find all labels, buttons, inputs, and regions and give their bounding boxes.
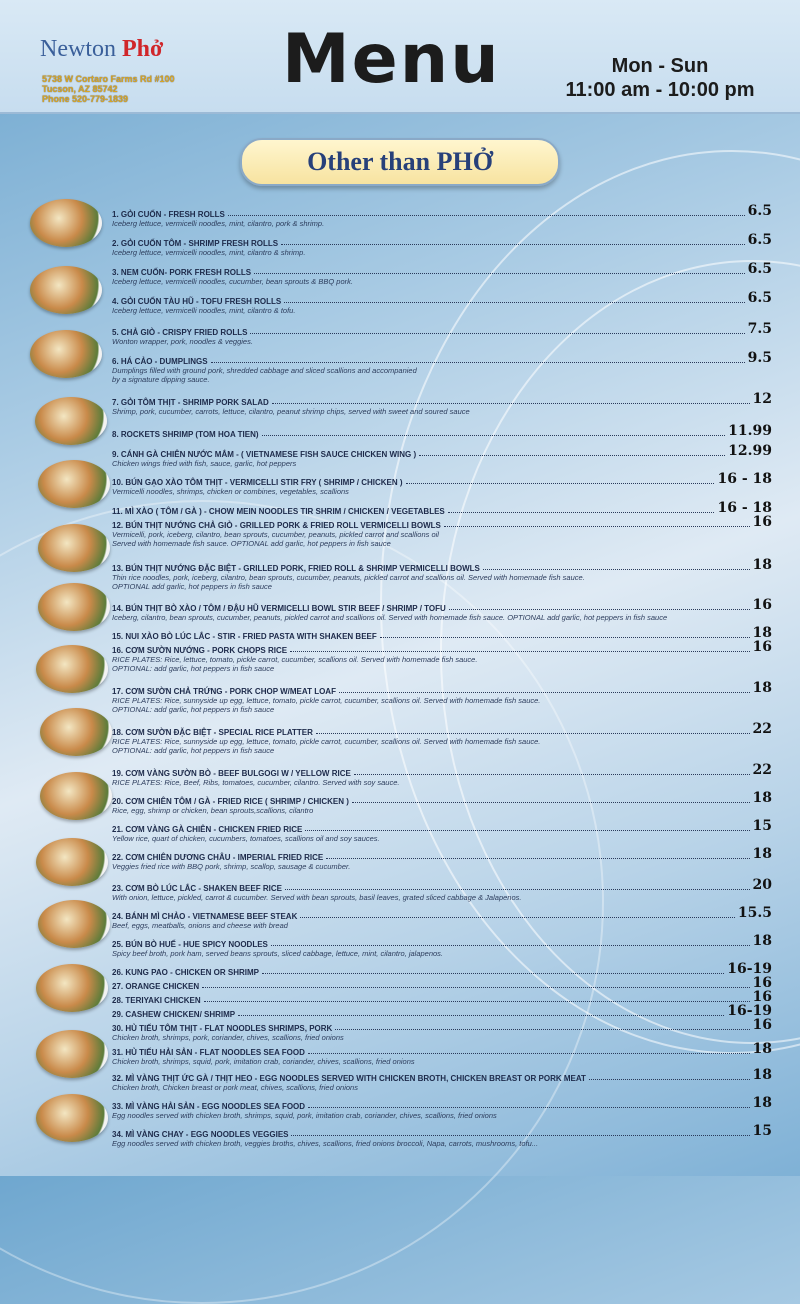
menu-item bbox=[112, 391, 772, 416]
item-price: 11.99 bbox=[728, 423, 772, 439]
item-description: Rice, egg, shrimp or chicken, bean sprouts,scallions, cilantro bbox=[112, 806, 314, 815]
food-photo bbox=[36, 838, 108, 886]
menu-item bbox=[112, 514, 772, 548]
item-price: 9.5 bbox=[747, 350, 772, 366]
item-name: 23. CƠM BÒ LÚC LẮC - SHAKEN BEEF RICE bbox=[112, 884, 282, 893]
item-description: OPTIONAL: add garlic, hot peppers in fish sauce bbox=[112, 664, 275, 673]
item-name: 20. CƠM CHIÊN TÔM / GÀ - FRIED RICE ( SHRIMP / CHICKEN ) bbox=[112, 797, 349, 806]
menu-item bbox=[112, 680, 772, 714]
item-description: OPTIONAL add garlic, hot peppers in fish sauce bbox=[112, 582, 272, 591]
item-price: 22 bbox=[752, 762, 772, 778]
item-price: 12.99 bbox=[728, 443, 772, 459]
item-name: 33. MÌ VÀNG HẢI SẢN - EGG NOODLES SEA FOOD bbox=[112, 1102, 306, 1111]
item-description: RICE PLATES: Rice, Beef, Ribs, tomatoes, cucumber, cilantro. Served with soy sauce. bbox=[112, 778, 400, 787]
item-name: 17. CƠM SƯỜN CHẢ TRỨNG - PORK CHOP W/MEAT LOAF bbox=[112, 687, 336, 696]
item-name: 34. MÌ VÀNG CHAY - EGG NOODLES VEGGIES bbox=[112, 1130, 289, 1139]
item-description: RICE PLATES: Rice, sunnyside up egg, lettuce, tomato, pickle carrot, cucumber, scallions oil. Served with homemade fish sauce. bbox=[112, 737, 541, 746]
item-description: RICE PLATES: Rice, lettuce, tomato, pickle carrot, cucumber, scallions oil. Served with homemade fish sauce. bbox=[112, 655, 478, 664]
item-description: Vermicelli noodles, shrimps, chicken or combines, vegetables, scallions bbox=[112, 487, 349, 496]
item-price: 16 bbox=[752, 975, 772, 991]
menu-item bbox=[112, 905, 772, 930]
item-price: 20 bbox=[752, 877, 772, 893]
menu-item bbox=[112, 961, 772, 977]
item-description: Chicken wings fried with fish, sauce, garlic, hot peppers bbox=[112, 459, 297, 468]
opening-time: 11:00 am - 10:00 pm bbox=[565, 79, 755, 101]
item-price: 18 bbox=[752, 1067, 772, 1083]
item-price: 18 bbox=[752, 557, 772, 573]
menu-item bbox=[112, 721, 772, 755]
item-name: 2. GỎI CUỐN TÔM - SHRIMP FRESH ROLLS bbox=[112, 239, 279, 248]
item-name: 24. BÁNH MÌ CHẢO - VIETNAMESE BEEF STEAK bbox=[112, 912, 298, 921]
item-price: 6.5 bbox=[747, 290, 772, 306]
item-price: 15 bbox=[752, 1123, 772, 1139]
item-description: Vermicelli, pork, iceberg, cilantro, bean sprouts, cucumber, peanuts, pickled carrot and scallions oil bbox=[112, 530, 439, 539]
item-description: Iceberg lettuce, vermicelli noodles, mint, cilantro & shrimp. bbox=[112, 248, 306, 257]
restaurant-logo bbox=[40, 36, 163, 63]
item-description: Spicy beef broth, pork ham, served beans sprouts, sliced cabbage, lettuce, mint, cilantro, jalapenos. bbox=[112, 949, 444, 958]
menu-item bbox=[112, 290, 772, 315]
menu-item bbox=[112, 232, 772, 257]
section-title: Other than PHỞ bbox=[307, 147, 493, 176]
item-name: 29. CASHEW CHICKEN/ SHRIMP bbox=[112, 1010, 236, 1019]
item-description: Yellow rice, quart of chicken, cucumbers, tomatoes, scallions oil and soy sauces. bbox=[112, 834, 380, 843]
item-price: 16-19 bbox=[727, 1003, 772, 1019]
item-price: 6.5 bbox=[747, 261, 772, 277]
menu-item bbox=[112, 1123, 772, 1148]
menu-item bbox=[112, 933, 772, 958]
food-photo bbox=[38, 460, 110, 508]
item-description: Dumplings filled with ground pork, shredded cabbage and sliced scallions and accompanied bbox=[112, 366, 417, 375]
menu-item bbox=[112, 1003, 772, 1019]
menu-item bbox=[112, 443, 772, 468]
address-line: 5738 W Cortaro Farms Rd #100 bbox=[42, 74, 175, 84]
item-name: 9. CÁNH GÀ CHIÊN NƯỚC MẮM - ( VIETNAMESE FISH SAUCE CHICKEN WING ) bbox=[112, 450, 417, 459]
menu-item bbox=[112, 500, 772, 516]
menu-item bbox=[112, 639, 772, 673]
item-description: Chicken broth, Chicken breast or pork meat, chives, scallions, fried onions bbox=[112, 1083, 358, 1092]
item-price: 16-19 bbox=[727, 961, 772, 977]
item-name: 11. MÌ XÀO ( TÔM / GÀ ) - CHOW MEIN NOODLES TIR SHRIM / CHICKEN / VEGETABLES bbox=[112, 507, 445, 516]
logo-text: Newton bbox=[40, 36, 122, 62]
item-price: 15.5 bbox=[737, 905, 772, 921]
item-name: 1. GỎI CUỐN - FRESH ROLLS bbox=[112, 210, 225, 219]
item-name: 31. HỦ TIẾU HẢI SẢN - FLAT NOODLES SEA FOOD bbox=[112, 1048, 305, 1057]
menu-item bbox=[112, 471, 772, 496]
menu-item bbox=[112, 261, 772, 286]
item-name: 7. GỎI TÔM THỊT - SHRIMP PORK SALAD bbox=[112, 398, 269, 407]
item-description: Served with homemade fish sauce. OPTIONAL add garlic, hot peppers in fish sauce bbox=[112, 539, 391, 548]
opening-days: Mon - Sun bbox=[611, 55, 709, 77]
logo-pho: Phở bbox=[121, 36, 164, 62]
item-name: 6. HÁ CẢO - DUMPLINGS bbox=[112, 357, 208, 366]
menu-item bbox=[112, 1017, 772, 1042]
item-price: 16 bbox=[752, 597, 772, 613]
menu-item bbox=[112, 597, 772, 622]
item-price: 7.5 bbox=[747, 321, 772, 337]
item-description: Iceberg, cilantro, bean sprouts, cucumber, peanuts, pickled carrot and scallions oil. Served with homemade fish sauce. OPTIONAL add garlic, hot peppers in fish sauce bbox=[112, 613, 668, 622]
item-name: 22. CƠM CHIÊN DƯƠNG CHÂU - IMPERIAL FRIED RICE bbox=[112, 853, 324, 862]
menu-item bbox=[112, 1067, 772, 1092]
item-description: Iceberg lettuce, vermicelli noodles, mint, cilantro & tofu. bbox=[112, 306, 296, 315]
item-description: by a signature dipping sauce. bbox=[112, 375, 210, 384]
item-description: Beef, eggs, meatballs, onions and cheese with bread bbox=[112, 921, 288, 930]
item-description: Shrimp, pork, cucumber, carrots, lettuce, cilantro, peanut shrimp chips, served with sweet and soured sauce bbox=[112, 407, 470, 416]
opening-hours bbox=[545, 54, 775, 102]
item-price: 18 bbox=[752, 790, 772, 806]
item-name: 14. BÚN THỊT BÒ XÀO / TÔM / ĐẬU HŨ VERMICELLI BOWL STIR BEEF / SHRIMP / TOFU bbox=[112, 604, 446, 613]
item-name: 18. CƠM SƯỜN ĐẶC BIỆT - SPECIAL RICE PLATTER bbox=[112, 728, 313, 737]
item-name: 8. ROCKETS SHRIMP (TOM HOA TIEN) bbox=[112, 430, 259, 439]
menu-item bbox=[112, 203, 772, 228]
food-photo bbox=[36, 1094, 108, 1142]
item-name: 21. CƠM VÀNG GÀ CHIÊN - CHICKEN FRIED RICE bbox=[112, 825, 303, 834]
item-name: 27. ORANGE CHICKEN bbox=[112, 982, 200, 991]
food-photo bbox=[38, 900, 110, 948]
item-name: 15. NUI XÀO BÒ LÚC LẮC - STIR - FRIED PASTA WITH SHAKEN BEEF bbox=[112, 632, 377, 641]
item-description: Chicken broth, shrimps, pork, coriander, chives, scallions, fried onions bbox=[112, 1033, 344, 1042]
section-banner bbox=[240, 138, 560, 186]
menu-item bbox=[112, 625, 772, 641]
menu-item bbox=[112, 790, 772, 815]
menu-item bbox=[112, 989, 772, 1005]
item-description: OPTIONAL: add garlic, hot peppers in fish sauce bbox=[112, 746, 275, 755]
item-price: 18 bbox=[752, 625, 772, 641]
menu-title: Menu bbox=[282, 20, 501, 99]
item-price: 6.5 bbox=[747, 232, 772, 248]
menu-item bbox=[112, 1095, 772, 1120]
item-price: 18 bbox=[752, 1041, 772, 1057]
item-price: 16 - 18 bbox=[717, 471, 772, 487]
item-price: 12 bbox=[752, 391, 772, 407]
item-name: 5. CHẢ GIÒ - CRISPY FRIED ROLLS bbox=[112, 328, 248, 337]
item-name: 30. HỦ TIẾU TÔM THỊT - FLAT NOODLES SHRIMPS, PORK bbox=[112, 1024, 333, 1033]
item-name: 25. BÚN BÒ HUẾ - HUE SPICY NOODLES bbox=[112, 940, 268, 949]
item-description: Chicken broth, shrimps, squid, pork, imitation crab, coriander, chives, scallions, fried onions bbox=[112, 1057, 415, 1066]
item-price: 18 bbox=[752, 846, 772, 862]
food-photo bbox=[36, 1030, 108, 1078]
item-description: Egg noodles served with chicken broth, shrimps, squid, pork, imitation crab, coriander, chives, scallions, fried onions bbox=[112, 1111, 497, 1120]
menu-item bbox=[112, 975, 772, 991]
menu-item bbox=[112, 818, 772, 843]
item-name: 3. NEM CUỐN- PORK FRESH ROLLS bbox=[112, 268, 252, 277]
item-price: 18 bbox=[752, 1095, 772, 1111]
item-description: OPTIONAL: add garlic, hot peppers in fish sauce bbox=[112, 705, 275, 714]
food-photo bbox=[40, 708, 112, 756]
food-photo bbox=[35, 397, 107, 445]
menu-item bbox=[112, 762, 772, 787]
food-photo bbox=[30, 330, 102, 378]
item-price: 18 bbox=[752, 933, 772, 949]
menu-item bbox=[112, 1041, 772, 1066]
restaurant-address bbox=[42, 74, 175, 104]
item-description: Iceberg lettuce, vermicelli noodles, mint, cilantro, pork & shrimp. bbox=[112, 219, 325, 228]
item-description: Egg noodles served with chicken broth, veggies broths, chives, scallions, fried onions broccoli, Napa, carrots, mushrooms, tofu... bbox=[112, 1139, 539, 1148]
item-description: Iceberg lettuce, vermicelli noodles, cucumber, bean sprouts & BBQ pork. bbox=[112, 277, 353, 286]
food-photo bbox=[30, 199, 102, 247]
item-description: Veggies fried rice with BBQ pork, shrimp, scallop, sausage & cucumber. bbox=[112, 862, 351, 871]
item-price: 16 bbox=[752, 989, 772, 1005]
food-photo bbox=[38, 583, 110, 631]
menu-item bbox=[112, 423, 772, 439]
item-name: 19. CƠM VÀNG SƯỜN BÒ - BEEF BULGOGI W / YELLOW RICE bbox=[112, 769, 351, 778]
food-photo bbox=[36, 645, 108, 693]
item-description: Thin rice noodles, pork, iceberg, cilantro, bean sprouts, cucumber, peanuts, pickled carrot and scallions oil. Served with homemade fish sauce. bbox=[112, 573, 585, 582]
food-photo bbox=[38, 524, 110, 572]
item-name: 28. TERIYAKI CHICKEN bbox=[112, 996, 201, 1005]
item-price: 22 bbox=[752, 721, 772, 737]
item-name: 13. BÚN THỊT NƯỚNG ĐẶC BIỆT - GRILLED PORK, FRIED ROLL & SHRIMP VERMICELLI BOWLS bbox=[112, 564, 480, 573]
item-price: 16 bbox=[752, 639, 772, 655]
item-name: 4. GỎI CUỐN TÀU HŨ - TOFU FRESH ROLLS bbox=[112, 297, 282, 306]
phone-line: Phone 520-779-1839 bbox=[42, 94, 129, 104]
menu-item bbox=[112, 321, 772, 346]
menu-header bbox=[0, 0, 800, 114]
menu-item bbox=[112, 846, 772, 871]
item-price: 16 - 18 bbox=[717, 500, 772, 516]
food-photo bbox=[36, 964, 108, 1012]
item-name: 32. MÌ VÀNG THỊT ỨC GÀ / THỊT HEO - EGG NOODLES SERVED WITH CHICKEN BROTH, CHICKEN BREAST OR PORK MEAT bbox=[112, 1074, 586, 1083]
item-price: 16 bbox=[752, 514, 772, 530]
menu-item bbox=[112, 557, 772, 591]
item-price: 15 bbox=[752, 818, 772, 834]
item-description: Wonton wrapper, pork, noodles & veggies. bbox=[112, 337, 253, 346]
food-photo bbox=[40, 772, 112, 820]
food-photo bbox=[30, 266, 102, 314]
item-price: 16 bbox=[752, 1017, 772, 1033]
item-name: 16. CƠM SƯỜN NƯỚNG - PORK CHOPS RICE bbox=[112, 646, 288, 655]
address-line: Tucson, AZ 85742 bbox=[42, 84, 118, 94]
menu-item bbox=[112, 877, 772, 902]
item-price: 6.5 bbox=[747, 203, 772, 219]
item-description: RICE PLATES: Rice, sunnyside up egg, lettuce, tomato, pickle carrot, cucumber, scallions oil. Served with homemade fish sauce. bbox=[112, 696, 541, 705]
item-name: 12. BÚN THỊT NƯỚNG CHẢ GIÒ - GRILLED PORK & FRIED ROLL VERMICELLI BOWLS bbox=[112, 521, 441, 530]
menu-item bbox=[112, 350, 772, 384]
item-price: 18 bbox=[752, 680, 772, 696]
item-description: With onion, lettuce, pickled, carrot & cucumber. Served with bean sprouts, basil leaves, grated sliced cabbage & Jalapenos. bbox=[112, 893, 522, 902]
item-name: 10. BÚN GẠO XÀO TÔM THỊT - VERMICELLI STIR FRY ( SHRIMP / CHICKEN ) bbox=[112, 478, 403, 487]
item-name: 26. KUNG PAO - CHICKEN OR SHRIMP bbox=[112, 968, 259, 977]
